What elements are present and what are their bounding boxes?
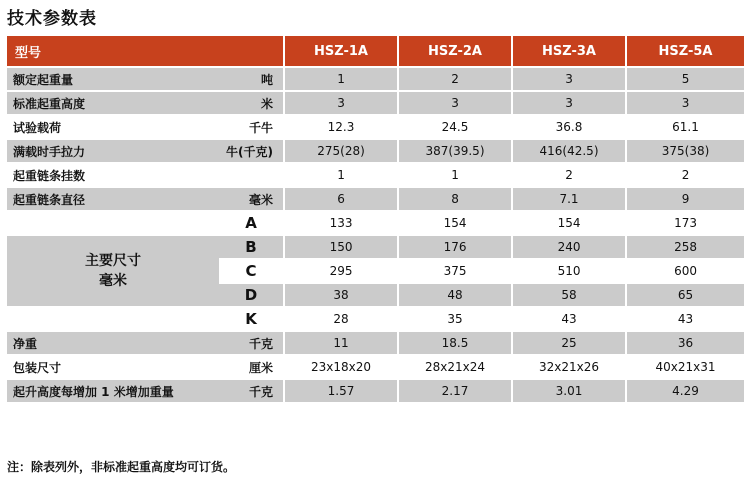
- cell: 2: [511, 164, 625, 186]
- cell: 25: [511, 332, 625, 354]
- cell: 3: [511, 68, 625, 90]
- row-label: 标准起重高度: [7, 92, 219, 114]
- cell: 38: [283, 284, 397, 306]
- table-row: [7, 188, 744, 210]
- cell: 600: [625, 260, 744, 282]
- cell: 65: [625, 284, 744, 306]
- cell: 58: [511, 284, 625, 306]
- cell: 173: [625, 212, 744, 234]
- row-unit: 千克: [219, 332, 283, 354]
- table-row: [7, 164, 744, 186]
- cell: 3: [511, 92, 625, 114]
- cell: 61.1: [625, 116, 744, 138]
- table-row: [7, 140, 744, 162]
- table-row: [7, 68, 744, 90]
- cell: 7.1: [511, 188, 625, 210]
- cell: 43: [625, 308, 744, 330]
- cell: 11: [283, 332, 397, 354]
- table-header-row: [7, 36, 744, 66]
- row-unit: 厘米: [249, 360, 274, 375]
- cell: 176: [397, 236, 511, 258]
- header-model-label: 型号: [7, 36, 283, 66]
- cell: 43: [511, 308, 625, 330]
- header-model: HSZ-3A: [511, 36, 625, 66]
- row-unit: 千克: [219, 380, 283, 402]
- cell: 2: [625, 164, 744, 186]
- cell: 375(38): [625, 140, 744, 162]
- cell: 3: [625, 92, 744, 114]
- dimension-group-spacer: [7, 212, 219, 234]
- spec-table: [7, 34, 744, 404]
- cell: 1: [283, 164, 397, 186]
- table-row: [7, 332, 744, 354]
- cell: 2: [397, 68, 511, 90]
- cell: 35: [397, 308, 511, 330]
- dimension-key: A: [219, 212, 283, 234]
- row-unit: [219, 164, 283, 186]
- row-unit: 千牛: [249, 120, 274, 135]
- cell: 1: [397, 164, 511, 186]
- row-unit: 毫米: [219, 188, 283, 210]
- cell: 4.29: [625, 380, 744, 402]
- row-unit: 吨: [219, 68, 283, 90]
- row-label: 起重链条挂数: [13, 168, 86, 183]
- row-label: 包装尺寸: [13, 360, 62, 375]
- cell: 24.5: [397, 116, 511, 138]
- table-row: [7, 92, 744, 114]
- row-label: 满载时手拉力: [7, 140, 219, 162]
- cell: 275(28): [283, 140, 397, 162]
- table-row: [7, 380, 744, 402]
- dimension-key: K: [219, 308, 283, 330]
- cell: 32x21x26: [511, 356, 625, 378]
- cell: 154: [397, 212, 511, 234]
- row-label: 额定起重量: [7, 68, 219, 90]
- cell: 1.57: [283, 380, 397, 402]
- dimension-key: B: [219, 236, 283, 258]
- cell: 12.3: [283, 116, 397, 138]
- cell: 387(39.5): [397, 140, 511, 162]
- cell: 133: [283, 212, 397, 234]
- table-row: [7, 212, 744, 234]
- row-unit: 牛(千克): [219, 140, 283, 162]
- cell: 28x21x24: [397, 356, 511, 378]
- cell: 3: [397, 92, 511, 114]
- dimension-key: C: [219, 260, 283, 282]
- cell: 258: [625, 236, 744, 258]
- table-row: [7, 116, 744, 138]
- header-model: HSZ-2A: [397, 36, 511, 66]
- dimension-group-label: [7, 236, 219, 306]
- cell: 48: [397, 284, 511, 306]
- cell: 28: [283, 308, 397, 330]
- dimension-key: D: [219, 284, 283, 306]
- cell: 375: [397, 260, 511, 282]
- cell: 510: [511, 260, 625, 282]
- row-unit: 米: [219, 92, 283, 114]
- row-label: 起升高度每增加 1 米增加重量: [7, 380, 219, 402]
- cell: 36.8: [511, 116, 625, 138]
- cell: 40x21x31: [625, 356, 744, 378]
- dimension-group-spacer: [7, 308, 219, 330]
- cell: 36: [625, 332, 744, 354]
- row-label: 起重链条直径: [7, 188, 219, 210]
- cell: 295: [283, 260, 397, 282]
- table-row: [7, 308, 744, 330]
- dimension-group-unit: 毫米: [99, 273, 127, 289]
- cell: 9: [625, 188, 744, 210]
- cell: 5: [625, 68, 744, 90]
- cell: 6: [283, 188, 397, 210]
- cell: 416(42.5): [511, 140, 625, 162]
- table-row: [7, 236, 744, 258]
- header-model: HSZ-5A: [625, 36, 744, 66]
- dimension-group-title: 主要尺寸: [85, 253, 141, 269]
- cell: 154: [511, 212, 625, 234]
- table-row: [7, 356, 744, 378]
- row-label: 试验载荷: [13, 120, 62, 135]
- footnote: 注：除表列外，非标准起重高度均可订货。: [7, 460, 236, 474]
- cell: 23x18x20: [283, 356, 397, 378]
- page-title: 技术参数表: [7, 9, 97, 29]
- cell: 18.5: [397, 332, 511, 354]
- cell: 8: [397, 188, 511, 210]
- row-label: 净重: [7, 332, 219, 354]
- cell: 3: [283, 92, 397, 114]
- header-model: HSZ-1A: [283, 36, 397, 66]
- cell: 3.01: [511, 380, 625, 402]
- cell: 2.17: [397, 380, 511, 402]
- cell: 150: [283, 236, 397, 258]
- cell: 1: [283, 68, 397, 90]
- cell: 240: [511, 236, 625, 258]
